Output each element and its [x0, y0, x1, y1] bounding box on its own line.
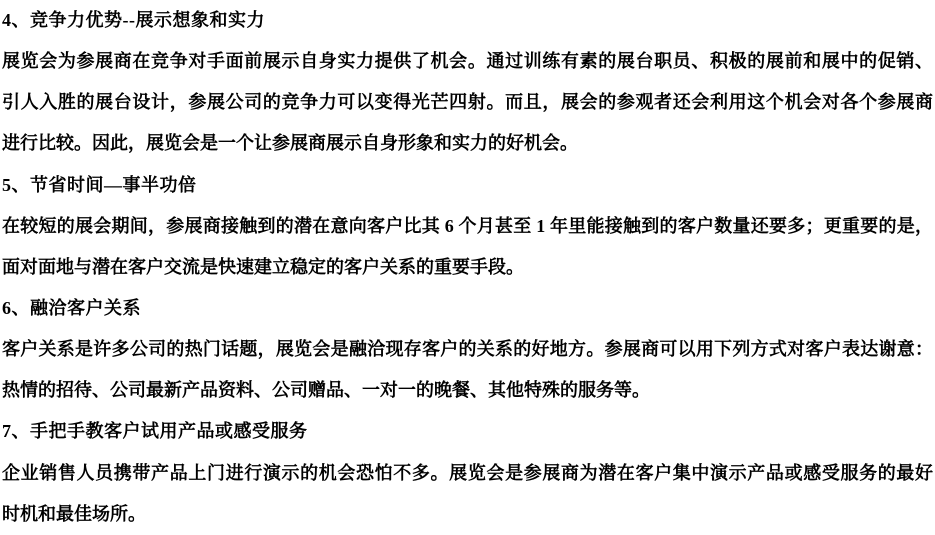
paragraph-7-line-1: 企业销售人员携带产品上门进行演示的机会恐怕不多。展览会是参展商为潜在客户集中演示产品或感受服务的最好: [2, 462, 933, 483]
paragraph-7-line-2: 时机和最佳场所。: [2, 503, 146, 524]
section-heading-5: 5、节省时间—事半功倍: [2, 174, 197, 195]
section-heading-4: 4、竞争力优势--展示想象和实力: [2, 10, 265, 30]
paragraph-4-line-2: 引人入胜的展台设计，参展公司的竞争力可以变得光芒四射。而且，展会的参观者还会利用这个机会对各个参展商: [2, 92, 933, 113]
section-heading-7: 7、手把手教客户试用产品或感受服务: [2, 421, 308, 442]
paragraph-6-line-2: 热情的招待、公司最新产品资料、公司赠品、一对一的晚餐、其他特殊的服务等。: [2, 380, 650, 401]
paragraph-5-line-2: 面对面地与潜在客户交流是快速建立稳定的客户关系的重要手段。: [2, 256, 524, 277]
paragraph-4-line-3: 进行比较。因此，展览会是一个让参展商展示自身形象和实力的好机会。: [2, 133, 578, 154]
section-heading-6: 6、融洽客户关系: [2, 297, 141, 318]
paragraph-5-line-1: 在较短的展会期间，参展商接触到的潜在意向客户比其 6 个月甚至 1 年里能接触到的客户数量还要多；更重要的是，: [2, 215, 933, 236]
paragraph-4-line-1: 展览会为参展商在竞争对手面前展示自身实力提供了机会。通过训练有素的展台职员、积极的展前和展中的促销、: [2, 51, 933, 72]
paragraph-6-line-1: 客户关系是许多公司的热门话题，展览会是融洽现存客户的关系的好地方。参展商可以用下列方式对客户表达谢意：: [2, 339, 933, 360]
